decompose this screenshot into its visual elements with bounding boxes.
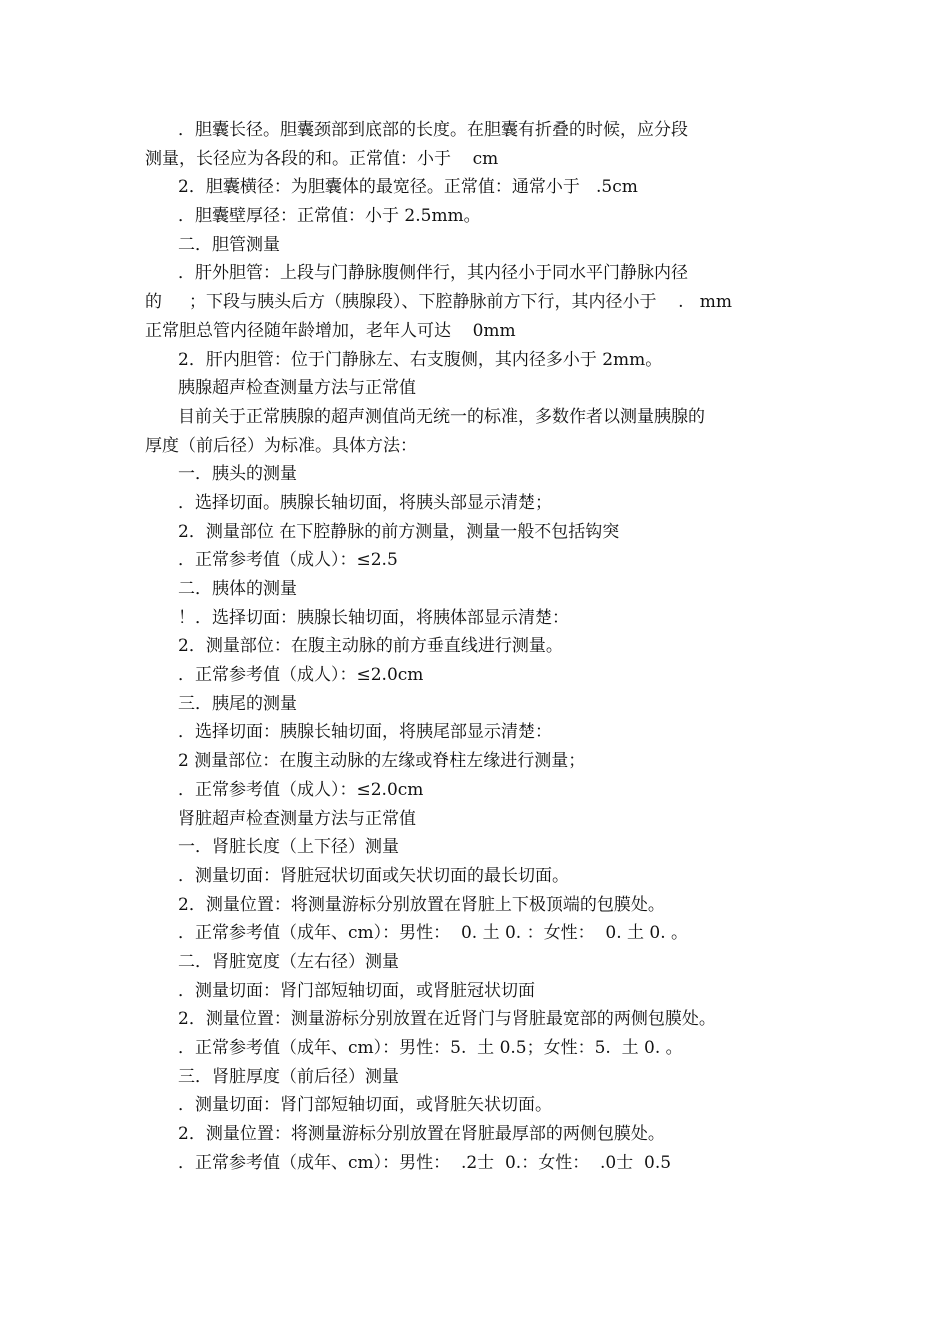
- text-line: ．测量切面：肾门部短轴切面，或肾脏矢状切面。: [178, 1095, 552, 1116]
- text-line: 一．肾脏长度（上下径）测量: [178, 837, 399, 858]
- text-line: ．胆囊壁厚径：正常值：小于 2.5mm。: [178, 206, 481, 227]
- text-line: 二．胰体的测量: [178, 579, 297, 599]
- text-line: ．测量切面：肾脏冠状切面或矢状切面的最长切面。: [178, 865, 569, 886]
- text-line: ．正常参考值（成人）：≤2.0cm: [178, 779, 424, 800]
- text-line: 肾脏超声检查测量方法与正常值: [178, 808, 416, 829]
- text-line: 2．肝内胆管：位于门静脉左、右支腹侧，其内径多小于 2mm。: [178, 349, 663, 370]
- document-body: [145, 116, 825, 1177]
- text-line: ．肝外胆管：上段与门静脉腹侧伴行，其内径小于同水平门静脉内径: [178, 263, 688, 284]
- text-line: 2．测量部位：在腹主动脉的前方垂直线进行测量。: [178, 636, 563, 657]
- text-line: 胰腺超声检查测量方法与正常值: [178, 378, 416, 399]
- text-line: 二．肾脏宽度（左右径）测量: [178, 951, 399, 972]
- text-line: 2．测量位置：将测量游标分别放置在肾脏最厚部的两侧包膜处。: [178, 1124, 665, 1145]
- text-line: 测量，长径应为各段的和。正常值：小于 cm: [145, 148, 499, 169]
- text-line: ．正常参考值（成年、cm）：男性：5. 土 0.5；女性：5. 土 0. 。: [178, 1038, 683, 1058]
- text-line: 2．胆囊横径：为胆囊体的最宽径。正常值：通常小于 .5cm: [178, 177, 638, 198]
- text-line: ．胆囊长径。胆囊颈部到底部的长度。在胆囊有折叠的时候，应分段: [178, 120, 688, 140]
- text-line: 三．胰尾的测量: [178, 693, 297, 714]
- text-line: ．正常参考值（成人）：≤2.5: [178, 550, 398, 571]
- text-line: 的 ；下段与胰头后方（胰腺段）、下腔静脉前方下行，其内径小于 . mm: [145, 292, 732, 313]
- text-line: ！．选择切面：胰腺长轴切面，将胰体部显示清楚：: [178, 607, 569, 628]
- text-line: 2．测量部位 在下腔静脉的前方测量，测量一般不包括钩突: [178, 521, 620, 542]
- text-line: ．正常参考值（成人）：≤2.0cm: [178, 665, 424, 686]
- text-line: 2 测量部位：在腹主动脉的左缘或脊柱左缘进行测量；: [178, 751, 586, 772]
- text-line: ．选择切面：胰腺长轴切面，将胰尾部显示清楚：: [178, 722, 552, 743]
- text-line: 三．肾脏厚度（前后径）测量: [178, 1066, 399, 1087]
- text-line: ．正常参考值（成年、cm）：男性： .2士 0.：女性： .0士 0.5: [178, 1152, 672, 1173]
- text-line: 二．胆管测量: [178, 234, 280, 255]
- text-line: 2．测量位置：将测量游标分别放置在肾脏上下极顶端的包膜处。: [178, 894, 665, 915]
- text-line: 正常胆总管内径随年龄增加，老年人可达 0mm: [145, 320, 516, 341]
- text-line: ．测量切面：肾门部短轴切面，或肾脏冠状切面: [178, 980, 535, 1001]
- text-line: 一．胰头的测量: [178, 464, 297, 485]
- text-line: 2．测量位置：测量游标分别放置在近肾门与肾脏最宽部的两侧包膜处。: [178, 1009, 716, 1030]
- text-line: ．正常参考值（成年、cm）：男性： 0. 土 0. ：女性： 0. 土 0. 。: [178, 923, 689, 944]
- text-line: 目前关于正常胰腺的超声测值尚无统一的标准，多数作者以测量胰腺的: [178, 406, 705, 427]
- text-line: ．选择切面。胰腺长轴切面，将胰头部显示清楚；: [178, 492, 552, 513]
- text-line: 厚度（前后径）为标准。具体方法：: [145, 435, 417, 456]
